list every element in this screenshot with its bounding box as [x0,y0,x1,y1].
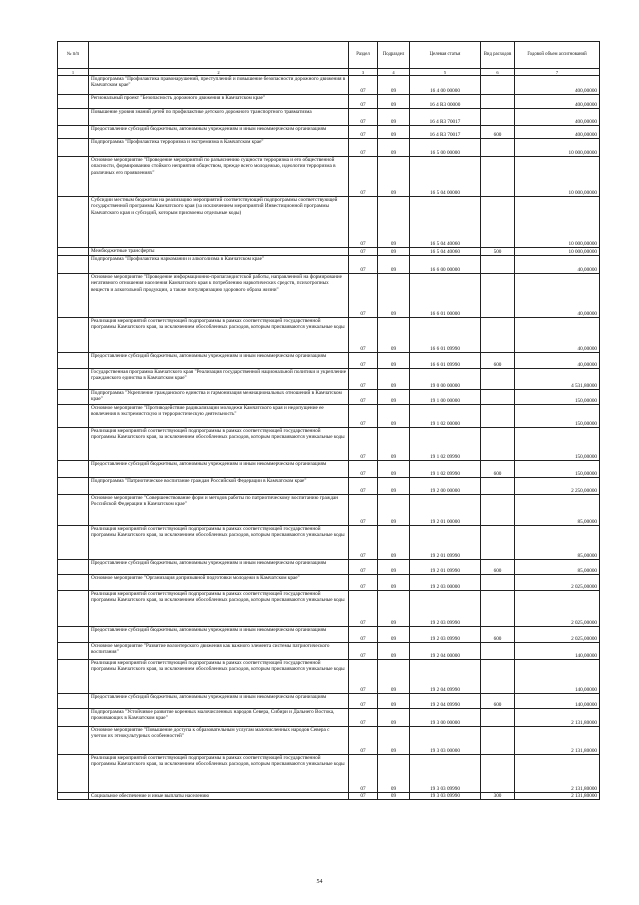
expense-type-cell [481,274,515,318]
header-expense: Вид расходов [481,42,515,69]
section-cell: 07 [349,318,378,353]
target-article-cell: 16 5 00 00000 [410,139,481,157]
section-cell: 07 [349,248,378,256]
item-name-cell: Основное мероприятие "Проведение информационно-пропагандистской работы, направленной на формирование негативного отношения населения Камчатского края к потреблению наркотических средств, психотропных веществ и алкогольной продукции, а также популяризацию здорового образа жизни" [89,274,349,318]
target-article-cell: 19 2 01 09990 [410,526,481,560]
row-num-cell [58,390,89,405]
header-num: № п/п [58,42,89,69]
expense-type-cell: 600 [481,126,515,139]
amount-cell: 40,00000 [515,353,600,369]
expense-type-cell [481,256,515,274]
item-name-cell: Основное мероприятие "Противодействие радикализации молодежи Камчатского края и недопущение ее вовлечения в экстремистскую и террористическую деятельность" [89,405,349,428]
amount-cell: 150,00000 [515,428,600,461]
item-name-cell: Предоставление субсидий бюджетным, автономным учреждениям и иным некоммерческим организациям [89,461,349,478]
section-cell: 07 [349,643,378,660]
section-cell: 07 [349,95,378,109]
row-num-cell [58,256,89,274]
table-row [58,694,600,709]
table-row [58,256,600,274]
row-num-cell [58,76,89,95]
table-row [58,755,600,793]
subsection-cell: 09 [378,627,410,643]
item-name-cell: Субсидии местным бюджетам на реализацию мероприятий соответствующей подпрограммы соответствующей государственной программы Камчатского края (за исключением мероприятий Инвестиционной программы Камчатского края и субсидий, которым присвоены отдельные коды) [89,197,349,248]
row-num-cell [58,405,89,428]
expense-type-cell [481,660,515,694]
amount-cell: 10 000,00000 [515,157,600,197]
budget-table [57,41,600,800]
subsection-cell: 09 [378,643,410,660]
section-cell: 07 [349,461,378,478]
item-name-cell: Основное мероприятие "Проведение мероприятий по разъяснению сущности терроризма и его общественной опасности, формированию стойкого неприятия обществом, прежде всего молодежью, идеологии терроризма в различных его проявлениях" [89,157,349,197]
expense-type-cell [481,405,515,428]
subsection-cell: 09 [378,560,410,575]
expense-type-cell: 300 [481,793,515,800]
amount-cell: 40,00000 [515,318,600,353]
subsection-cell: 09 [378,591,410,627]
expense-type-cell [481,139,515,157]
row-num-cell [58,369,89,390]
table-row [58,157,600,197]
amount-cell: 2 131,80000 [515,793,600,800]
subsection-cell: 09 [378,428,410,461]
table-row [58,591,600,627]
column-number: 2 [89,69,349,76]
table-row [58,727,600,755]
target-article-cell: 16 5 04 40060 [410,248,481,256]
row-num-cell [58,627,89,643]
amount-cell: 2 025,00000 [515,591,600,627]
table-row [58,353,600,369]
item-name-cell: Основное мероприятие "Повышение доступа к образовательным услугам малочисленных народов Севера с учетом их этнокультурных особенностей" [89,727,349,755]
expense-type-cell [481,575,515,591]
row-num-cell [58,643,89,660]
amount-cell: 400,00000 [515,126,600,139]
section-cell: 07 [349,793,378,800]
target-article-cell: 19 3 03 09990 [410,755,481,793]
target-article-cell: 19 2 01 09990 [410,560,481,575]
table-row [58,643,600,660]
item-name-cell: Подпрограмма "Профилактика наркомании и алкоголизма в Камчатском крае" [89,256,349,274]
item-name-cell: Подпрограмма "Укрепление гражданского единства и гармонизация межнациональных отношений в Камчатском крае" [89,390,349,405]
section-cell: 07 [349,591,378,627]
item-name-cell: Предоставление субсидий бюджетным, автономным учреждениям и иным некоммерческим организациям [89,627,349,643]
section-cell: 07 [349,526,378,560]
amount-cell: 140,00000 [515,694,600,709]
table-row [58,95,600,109]
target-article-cell: 19 2 04 00000 [410,643,481,660]
subsection-cell: 09 [378,709,410,727]
table-row [58,793,600,800]
table-row [58,248,600,256]
section-cell: 07 [349,76,378,95]
table-row [58,495,600,526]
row-num-cell [58,126,89,139]
subsection-cell: 09 [378,694,410,709]
target-article-cell: 16 4 R3 00000 [410,95,481,109]
amount-cell: 400,00000 [515,109,600,126]
item-name-cell: Предоставление субсидий бюджетным, автономным учреждениям и иным некоммерческим организациям [89,353,349,369]
expense-type-cell [481,318,515,353]
target-article-cell: 19 1 02 09990 [410,461,481,478]
row-num-cell [58,353,89,369]
target-article-cell: 19 2 00 00000 [410,478,481,495]
row-num-cell [58,575,89,591]
expense-type-cell [481,95,515,109]
column-number: 3 [349,69,378,76]
expense-type-cell [481,755,515,793]
expense-type-cell [481,478,515,495]
section-cell: 07 [349,575,378,591]
amount-cell: 40,00000 [515,256,600,274]
target-article-cell: 19 2 01 00000 [410,495,481,526]
row-num-cell [58,318,89,353]
row-num-cell [58,248,89,256]
table-row [58,575,600,591]
column-number: 7 [515,69,600,76]
expense-type-cell [481,495,515,526]
row-num-cell [58,478,89,495]
subsection-cell: 09 [378,526,410,560]
target-article-cell: 19 2 04 09990 [410,694,481,709]
section-cell: 07 [349,157,378,197]
amount-cell: 150,00000 [515,461,600,478]
target-article-cell: 19 3 00 00000 [410,709,481,727]
amount-cell: 2 131,80000 [515,727,600,755]
row-num-cell [58,694,89,709]
expense-type-cell: 600 [481,353,515,369]
section-cell: 07 [349,126,378,139]
row-num-cell [58,461,89,478]
column-number: 4 [378,69,410,76]
amount-cell: 10 000,00000 [515,248,600,256]
row-num-cell [58,95,89,109]
target-article-cell: 16 4 R3 70017 [410,126,481,139]
subsection-cell: 09 [378,274,410,318]
row-num-cell [58,560,89,575]
expense-type-cell [481,390,515,405]
expense-type-cell: 600 [481,627,515,643]
target-article-cell: 16 6 01 09990 [410,353,481,369]
item-name-cell: Подпрограмма "Профилактика терроризма и экстремизма в Камчатском крае" [89,139,349,157]
item-name-cell: Межбюджетные трансферты [89,248,349,256]
row-num-cell [58,591,89,627]
target-article-cell: 16 4 00 00000 [410,76,481,95]
row-num-cell [58,428,89,461]
subsection-cell: 09 [378,369,410,390]
row-num-cell [58,109,89,126]
item-name-cell: Основное мероприятие "Совершенствование форм и методов работы по патриотическому воспитанию граждан Российской Федерации в Камчатском крае" [89,495,349,526]
subsection-cell: 09 [378,575,410,591]
item-name-cell: Повышение уровня знаний детей по профилактике детского дорожного транспортного травматизма [89,109,349,126]
table-row [58,126,600,139]
amount-cell: 2 131,80000 [515,709,600,727]
target-article-cell: 16 4 R3 70017 [410,109,481,126]
section-cell: 07 [349,256,378,274]
table-row [58,709,600,727]
amount-cell: 2 025,00000 [515,627,600,643]
table-row [58,274,600,318]
expense-type-cell: 600 [481,461,515,478]
target-article-cell: 19 2 04 09990 [410,660,481,694]
subsection-cell: 09 [378,126,410,139]
table-row [58,76,600,95]
row-num-cell [58,755,89,793]
amount-cell: 2 131,80000 [515,755,600,793]
item-name-cell: Реализация мероприятий соответствующей подпрограммы в рамках соответствующей государственной программы Камчатского края, за исключением обособленных расходов, которым присваиваются уникальные коды [89,318,349,353]
item-name-cell: Предоставление субсидий бюджетным, автономным учреждениям и иным некоммерческим организациям [89,560,349,575]
section-cell: 07 [349,755,378,793]
row-num-cell [58,727,89,755]
row-num-cell [58,495,89,526]
table-row [58,139,600,157]
target-article-cell: 19 2 03 09990 [410,591,481,627]
row-num-cell [58,660,89,694]
section-cell: 07 [349,369,378,390]
amount-cell: 150,00000 [515,390,600,405]
expense-type-cell [481,157,515,197]
table-row [58,478,600,495]
table-row [58,390,600,405]
amount-cell: 2 250,00000 [515,478,600,495]
target-article-cell: 19 1 02 00000 [410,405,481,428]
item-name-cell: Реализация мероприятий соответствующей подпрограммы в рамках соответствующей государственной программы Камчатского края, за исключением обособленных расходов, которым присваиваются уникальные коды [89,660,349,694]
amount-cell: 10 000,00000 [515,197,600,248]
amount-cell: 2 025,00000 [515,575,600,591]
expense-type-cell [481,727,515,755]
section-cell: 07 [349,428,378,461]
subsection-cell: 09 [378,390,410,405]
header-amount: Годовой объем ассигнований [515,42,600,69]
subsection-cell: 09 [378,793,410,800]
amount-cell: 85,00000 [515,560,600,575]
subsection-cell: 09 [378,461,410,478]
subsection-cell: 09 [378,318,410,353]
header-subsection: Подраздел [378,42,410,69]
expense-type-cell [481,591,515,627]
subsection-cell: 09 [378,478,410,495]
amount-cell: 10 000,00000 [515,139,600,157]
header-section: Раздел [349,42,378,69]
row-num-cell [58,139,89,157]
table-row [58,197,600,248]
amount-cell: 4 531,80000 [515,369,600,390]
section-cell: 07 [349,390,378,405]
expense-type-cell: 500 [481,248,515,256]
item-name-cell: Реализация мероприятий соответствующей подпрограммы в рамках соответствующей государственной программы Камчатского края, за исключением обособленных расходов, которым присваиваются уникальные коды [89,591,349,627]
page-number: 54 [316,879,323,885]
target-article-cell: 19 3 03 09990 [410,793,481,800]
row-num-cell [58,197,89,248]
item-name-cell: Подпрограмма "Устойчивое развитие коренных малочисленных народов Севера, Сибири и Дальнего Востока, проживающих в Камчатском крае" [89,709,349,727]
expense-type-cell [481,369,515,390]
header-row [58,42,600,69]
item-name-cell: Государственная программа Камчатского края "Реализация государственной национальной политики и укрепление гражданского единства в Камчатском крае" [89,369,349,390]
item-name-cell: Основное мероприятие "Развитие волонтерского движения как важного элемента системы патриотического воспитания" [89,643,349,660]
subsection-cell: 09 [378,248,410,256]
table-row [58,461,600,478]
table-row [58,428,600,461]
row-num-cell [58,793,89,800]
section-cell: 07 [349,197,378,248]
subsection-cell: 09 [378,353,410,369]
subsection-cell: 09 [378,197,410,248]
subsection-cell: 09 [378,76,410,95]
item-name-cell: Предоставление субсидий бюджетным, автономным учреждениям и иным некоммерческим организациям [89,694,349,709]
target-article-cell: 16 6 01 00000 [410,274,481,318]
target-article-cell: 19 0 00 00000 [410,369,481,390]
section-cell: 07 [349,478,378,495]
item-name-cell: Реализация мероприятий соответствующей подпрограммы в рамках соответствующей государственной программы Камчатского края, за исключением обособленных расходов, которым присваиваются уникальные коды [89,755,349,793]
section-cell: 07 [349,709,378,727]
table-row [58,318,600,353]
section-cell: 07 [349,353,378,369]
expense-type-cell [481,76,515,95]
target-article-cell: 16 6 01 09990 [410,318,481,353]
table-row [58,526,600,560]
item-name-cell: Подпрограмма "Профилактика правонарушений, преступлений и повышение безопасности дорожного движения в Камчатском крае" [89,76,349,95]
subsection-cell: 09 [378,405,410,428]
item-name-cell: Социальное обеспечение и иные выплаты населению [89,793,349,800]
target-article-cell: 16 5 04 40060 [410,197,481,248]
section-cell: 07 [349,660,378,694]
expense-type-cell: 600 [481,560,515,575]
section-cell: 07 [349,139,378,157]
section-cell: 07 [349,727,378,755]
expense-type-cell [481,109,515,126]
amount-cell: 400,00000 [515,76,600,95]
target-article-cell: 19 1 00 00000 [410,390,481,405]
amount-cell: 40,00000 [515,274,600,318]
amount-cell: 85,00000 [515,495,600,526]
target-article-cell: 16 5 04 00000 [410,157,481,197]
header-name [89,42,349,69]
column-number: 6 [481,69,515,76]
row-num-cell [58,526,89,560]
table-row [58,560,600,575]
table-row [58,627,600,643]
row-num-cell [58,274,89,318]
item-name-cell: Региональный проект "Безопасность дорожного движения в Камчатском крае" [89,95,349,109]
subsection-cell: 09 [378,755,410,793]
expense-type-cell [481,197,515,248]
subsection-cell: 09 [378,660,410,694]
table-row [58,109,600,126]
item-name-cell: Подпрограмма "Патриотическое воспитание граждан Российской Федерации в Камчатском крае" [89,478,349,495]
section-cell: 07 [349,694,378,709]
target-article-cell: 19 3 03 00000 [410,727,481,755]
row-num-cell [58,709,89,727]
section-cell: 07 [349,405,378,428]
section-cell: 07 [349,495,378,526]
subsection-cell: 09 [378,495,410,526]
item-name-cell: Основное мероприятие "Организация допризывной подготовки молодежи в Камчатском крае" [89,575,349,591]
expense-type-cell: 600 [481,694,515,709]
header-target: Целевая статья [410,42,481,69]
amount-cell: 150,00000 [515,405,600,428]
subsection-cell: 09 [378,95,410,109]
expense-type-cell [481,526,515,560]
row-num-cell [58,157,89,197]
item-name-cell: Реализация мероприятий соответствующей подпрограммы в рамках соответствующей государственной программы Камчатского края, за исключением обособленных расходов, которым присваиваются уникальные коды [89,526,349,560]
table-body [58,76,600,800]
table-row [58,369,600,390]
target-article-cell: 19 2 03 00000 [410,575,481,591]
column-number-row [58,69,600,76]
column-number: 5 [410,69,481,76]
amount-cell: 400,00000 [515,95,600,109]
subsection-cell: 09 [378,139,410,157]
item-name-cell: Реализация мероприятий соответствующей подпрограммы в рамках соответствующей государственной программы Камчатского края, за исключением обособленных расходов, которым присваиваются уникальные коды [89,428,349,461]
section-cell: 07 [349,109,378,126]
expense-type-cell [481,428,515,461]
subsection-cell: 09 [378,727,410,755]
subsection-cell: 09 [378,256,410,274]
target-article-cell: 19 2 03 09990 [410,627,481,643]
table-row [58,660,600,694]
item-name-cell: Предоставление субсидий бюджетным, автономным учреждениям и иным некоммерческим организациям [89,126,349,139]
section-cell: 07 [349,274,378,318]
column-number: 1 [58,69,89,76]
target-article-cell: 16 6 00 00000 [410,256,481,274]
amount-cell: 140,00000 [515,643,600,660]
target-article-cell: 19 1 02 09990 [410,428,481,461]
section-cell: 07 [349,627,378,643]
subsection-cell: 09 [378,157,410,197]
amount-cell: 140,00000 [515,660,600,694]
expense-type-cell [481,709,515,727]
subsection-cell: 09 [378,109,410,126]
table-row [58,405,600,428]
expense-type-cell [481,643,515,660]
amount-cell: 85,00000 [515,526,600,560]
section-cell: 07 [349,560,378,575]
